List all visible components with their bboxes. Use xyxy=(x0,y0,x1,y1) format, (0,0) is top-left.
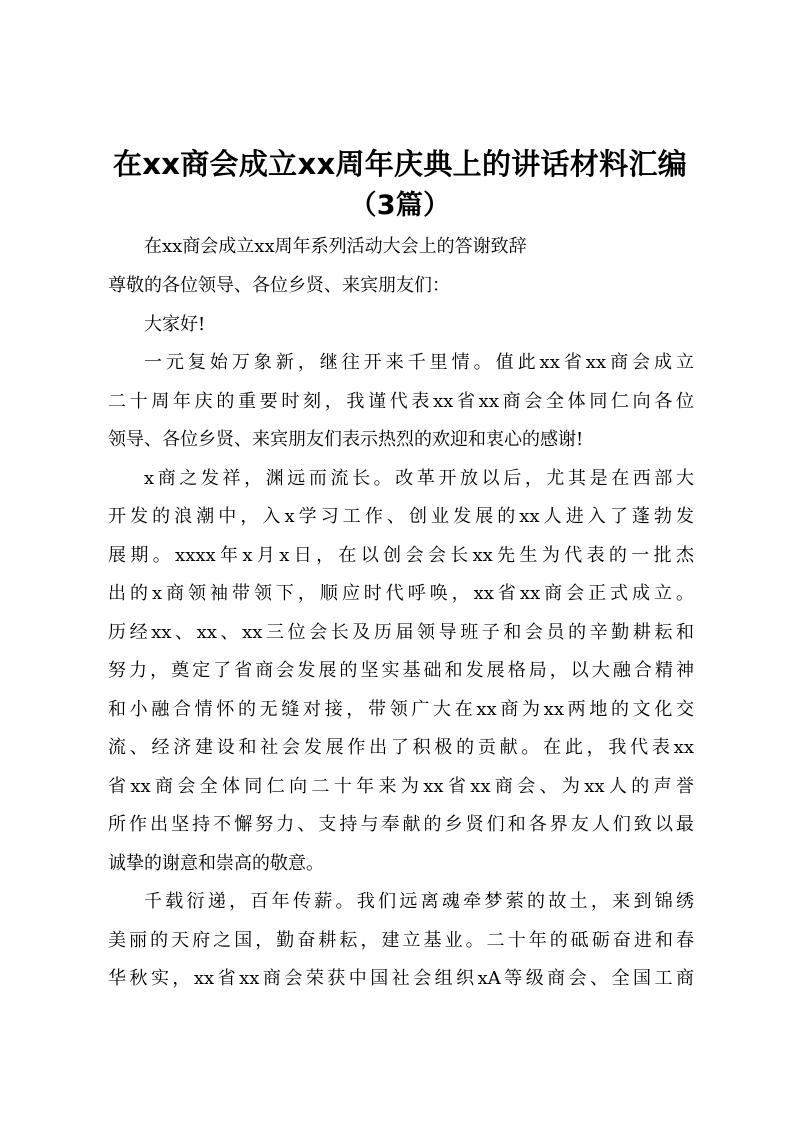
speech-heading: 在xx商会成立xx周年系列活动大会上的答谢致辞 xyxy=(144,236,527,257)
paragraph-line: 千载衍递，百年传薪。我们远离魂牵梦萦的故土，来到锦绣 xyxy=(144,891,694,912)
paragraph-line: 流、经济建设和社会发展作出了积极的贡献。在此，我代表xx xyxy=(108,737,694,758)
paragraph-line: 展期。xxxx年x月x日，在以创会会长xx先生为代表的一批杰 xyxy=(108,545,694,566)
paragraph-line: 华秋实，xx省xx商会荣获中国社会组织xA等级商会、全国工商 xyxy=(108,968,694,989)
paragraph-line: 所作出坚持不懈努力、支持与奉献的乡贤们和各界友人们致以最 xyxy=(108,814,694,835)
paragraph-line: 诚挚的谢意和崇高的敬意。 xyxy=(108,853,324,874)
salutation: 尊敬的各位领导、各位乡贤、来宾朋友们： xyxy=(108,275,450,296)
paragraph-line: x商之发祥，渊远而流长。改革开放以后，尤其是在西部大 xyxy=(144,468,694,489)
paragraph-line: 历经xx、xx、xx三位会长及历届领导班子和会员的辛勤耕耘和 xyxy=(108,622,694,643)
paragraph-line: 出的x商领袖带领下，顺应时代呼唤，xx省xx商会正式成立。 xyxy=(108,583,694,604)
paragraph-line: 努力，奠定了省商会发展的坚实基础和发展格局，以大融合精神 xyxy=(108,660,694,681)
paragraph-line: 领导、各位乡贤、来宾朋友们表示热烈的欢迎和衷心的感谢! xyxy=(108,429,584,450)
paragraph-line: 二十周年庆的重要时刻，我谨代表xx省xx商会全体同仁向各位 xyxy=(108,391,694,412)
document-title-count: （3篇） xyxy=(349,190,451,221)
paragraph-line: 美丽的天府之国，勤奋耕耘，建立基业。二十年的砥砺奋进和春 xyxy=(108,930,694,951)
paragraph-line: 和小融合情怀的无缝对接，带领广大在xx商为xx两地的文化交 xyxy=(108,699,694,720)
greeting: 大家好! xyxy=(144,314,206,335)
document-title: 在xx商会成立xx周年庆典上的讲话材料汇编 xyxy=(112,147,688,181)
paragraph-line: 开发的浪潮中，入x学习工作、创业发展的xx人进入了蓬勃发 xyxy=(108,506,694,527)
paragraph-line: 一元复始万象新，继往开来千里情。值此xx省xx商会成立 xyxy=(144,352,694,373)
paragraph-line: 省xx商会全体同仁向二十年来为xx省xx商会、为xx人的声誉 xyxy=(108,776,694,797)
